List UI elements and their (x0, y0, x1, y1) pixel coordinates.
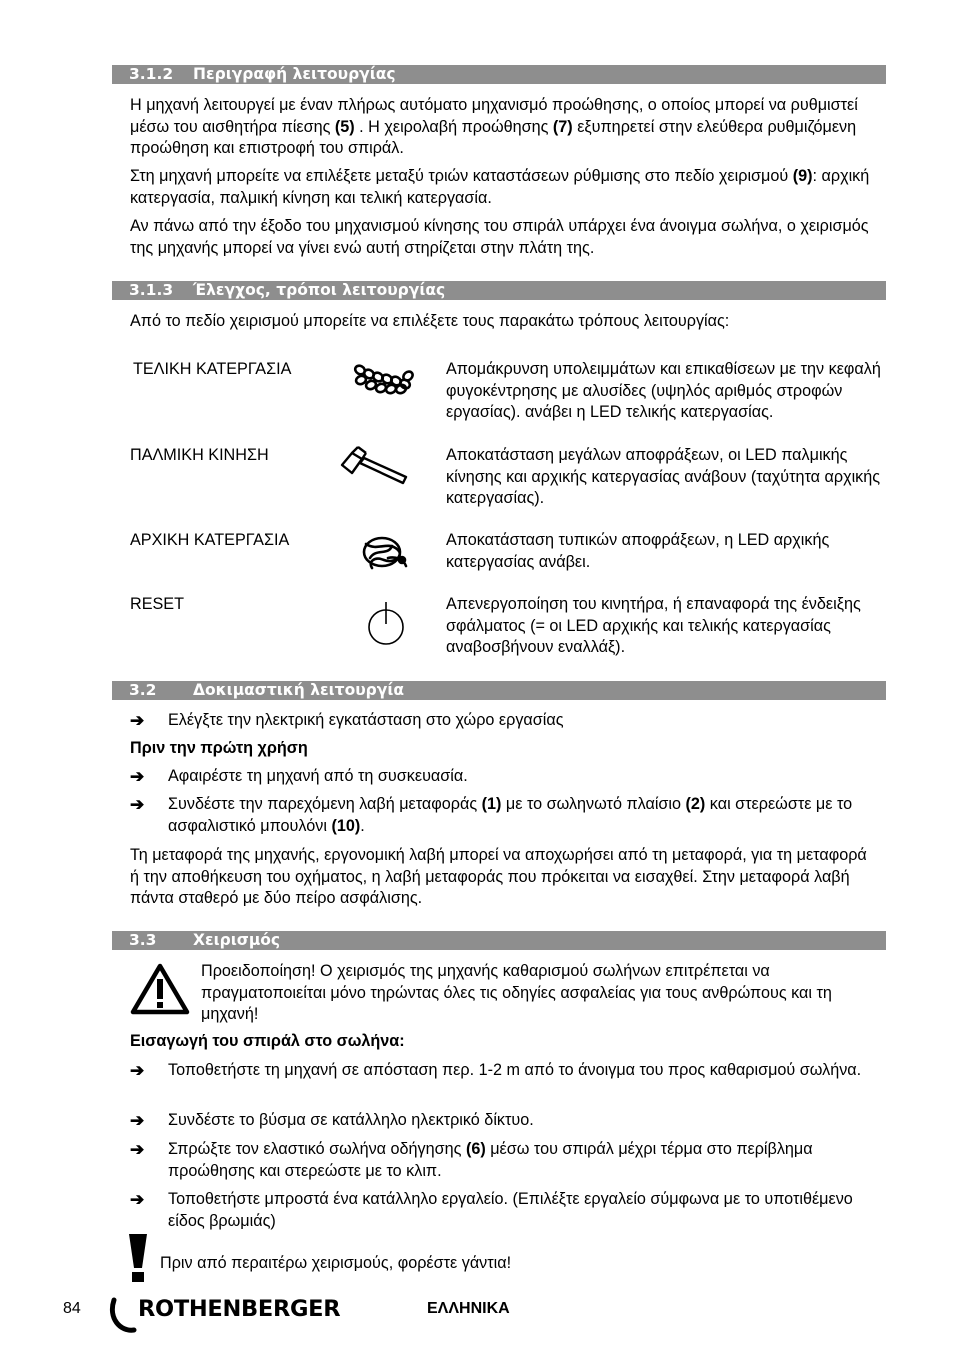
section-number: 3.1.3 (129, 281, 174, 299)
section-title: Χειρισμός (193, 931, 281, 949)
mode-description: Απενεργοποίηση του κινητήρα, ή επαναφορά της ένδειξης σφάλματος (= οι LED αρχικής και τελικής κατεργασίας αναβοσβήνουν εναλλάξ). (446, 595, 861, 656)
mode-description: Αποκατάσταση μεγάλων αποφράξεων, οι LED παλμικής κίνησης και αρχικής κατεργασίας ανάβουν (ταχύτητα αρχικής κατεργασίας). (446, 446, 881, 507)
hammer-icon (338, 443, 410, 492)
mode-name: ΤΕΛΙΚΗ ΚΑΤΕΡΓΑΣΙΑ (133, 360, 292, 378)
exclamation-icon (125, 1232, 151, 1289)
note-text: Πριν από περαιτέρω χειρισμούς, φορέστε γάντια! (160, 1254, 512, 1272)
paragraph: Αν πάνω από την έξοδο του μηχανισμού κίνησης του σπιράλ υπάρχει ένα άνοιγμα σωλήνα, ο χειρισμός της μηχανής μπορεί να γίνει ενώ αυτή στηρίζεται στην πλάτη της. (130, 217, 869, 257)
brand-name: ROTHENBERGER (138, 1296, 341, 1322)
paragraph: Από το πεδίο χειρισμού μπορείτε να επιλέξετε τους παρακάτω τρόπους λειτουργίας: (130, 312, 730, 330)
subheading: Πριν την πρώτη χρήση (130, 739, 308, 757)
arrow-icon: ➔ (130, 767, 145, 786)
warning-text: Προειδοποίηση! Ο χειρισμός της μηχανής καθαρισμού σωλήνων επιτρέπεται να πραγματοποιείται μόνο τηρώντας όλες τις οδηγίες ασφαλείας για τους ανθρώπους και τη μηχανή! (201, 962, 832, 1023)
mode-name: RESET (130, 595, 184, 613)
section-title: Έλεγχος, τρόποι λειτουργίας (193, 281, 446, 299)
mode-name: ΠΑΛΜΙΚΗ ΚΙΝΗΣΗ (130, 446, 269, 464)
paragraph: Στη μηχανή μπορείτε να επιλέξετε μεταξύ τριών καταστάσεων ρύθμισης στο πεδίο χειρισμού (9): αρχική κατεργασία, παλμική κίνηση και τελική κατεργασία. (130, 167, 870, 207)
language-label: ΕΛΛΗΝΙΚΑ (427, 1300, 510, 1317)
mode-description: Απομάκρυνση υπολειμμάτων και επικαθίσεων με την κεφαλή φυγοκέντρησης με αλυσίδες (υψηλός αριθμός στροφών εργασίας). ανάβει η LED τελικής κατεργασίας. (446, 360, 881, 421)
section-header-3-1-3 (112, 281, 886, 300)
section-number: 3.2 (129, 681, 157, 699)
mode-name: ΑΡΧΙΚΗ ΚΑΤΕΡΓΑΣΙΑ (130, 531, 290, 549)
paragraph: Η μηχανή λειτουργεί με έναν πλήρως αυτόματο μηχανισμό προώθησης, ο οποίος μπορεί να ρυθμιστεί μέσω του αισθητήρα πίεσης (5) . Η χειρολαβή προώθησης (7) εξυπηρετεί στην ελεύθερα ρυθμιζόμενη προώθηση και επιστροφή του σπιράλ. (130, 96, 858, 157)
section-header-3-2 (112, 681, 886, 700)
subheading: Εισαγωγή του σπιράλ στο σωλήνα: (130, 1032, 405, 1050)
section-header-3-3 (112, 931, 886, 950)
tangle-icon (358, 530, 410, 581)
arrow-icon: ➔ (130, 795, 145, 814)
section-number: 3.1.2 (129, 65, 174, 83)
warning-triangle-icon (129, 962, 191, 1021)
arrow-icon: ➔ (130, 1190, 145, 1209)
arrow-icon: ➔ (130, 1140, 145, 1159)
mode-description: Αποκατάσταση τυπικών αποφράξεων, η LED αρχικής κατεργασίας ανάβει. (446, 531, 830, 571)
power-icon (366, 600, 406, 653)
arrow-icon: ➔ (130, 711, 145, 730)
chain-head-icon (350, 358, 416, 403)
section-title: Περιγραφή λειτουργίας (193, 65, 396, 83)
arrow-icon: ➔ (130, 1111, 145, 1130)
paragraph: Τη μεταφορά της μηχανής, εργονομική λαβή μπορεί να αποχωρήσει από τη μεταφορά, για τη μεταφορά ή την αποθήκευση του οχήματος, η λαβή μεταφοράς που πρόκειται να εισαχθεί. Στην μεταφορά λαβή πάντα σταθερό με δύο πείρο ασφάλισης. (130, 846, 867, 907)
page-number: 84 (63, 1300, 81, 1317)
brand-logo (108, 1290, 348, 1334)
section-header-3-1-2 (112, 65, 886, 84)
section-title: Δοκιμαστική λειτουργία (193, 681, 405, 699)
section-number: 3.3 (129, 931, 157, 949)
arrow-icon: ➔ (130, 1061, 145, 1080)
